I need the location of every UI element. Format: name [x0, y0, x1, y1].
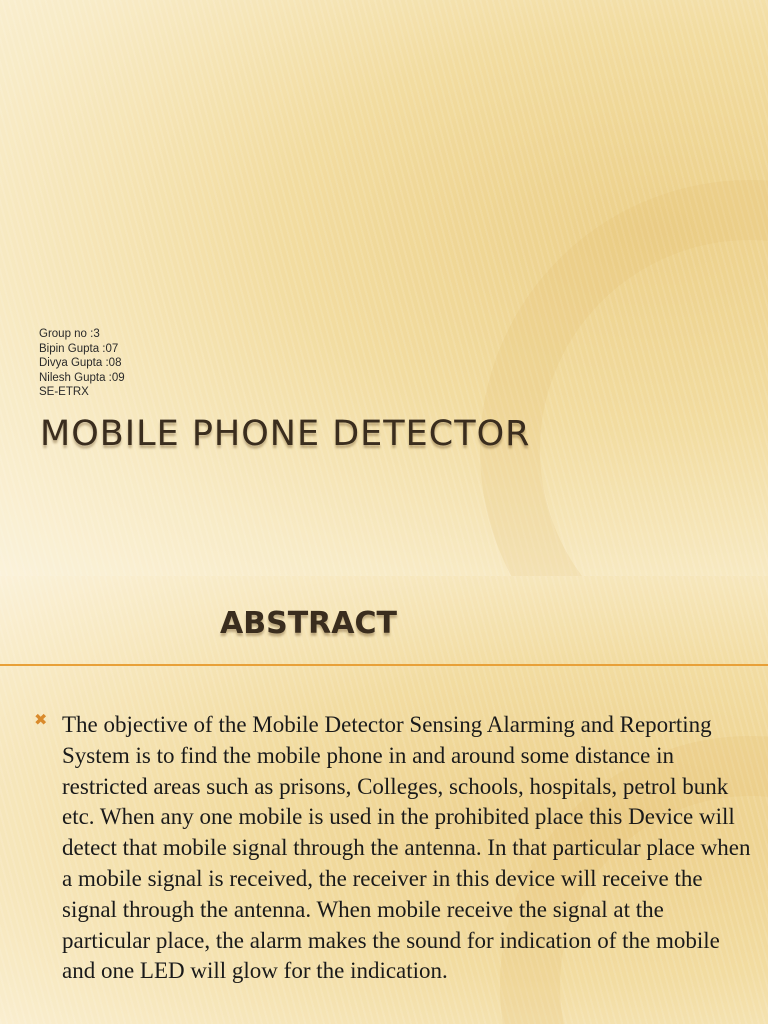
member-bipin: Bipin Gupta :07	[39, 342, 119, 355]
heading-divider	[0, 664, 768, 666]
x-bullet-icon: ✖	[34, 712, 48, 729]
abstract-slide	[0, 576, 768, 1024]
abstract-body: The objective of the Mobile Detector Sensing Alarming and Reporting System is to find the mobile phone in and around some distance in restricted areas such as prisons, Colleges, schools, hospitals, petrol bunk etc. When any one mobile is used in the prohibited place this Device will detect that mobile signal through the antenna. In that particular place when a mobile signal is received, the receiver in this device will receive the signal through the antenna. When mobile receive the signal at the particular place, the alarm makes the sound for indication of the mobile and one LED will glow for the indication.	[62, 712, 751, 984]
group-number: Group no :3	[39, 328, 100, 340]
abstract-heading: ABSTRACT	[220, 606, 397, 641]
member-divya: Divya Gupta :08	[39, 357, 122, 369]
background-swirl	[480, 180, 768, 576]
slide-title: MOBILE PHONE DETECTOR	[40, 414, 531, 454]
member-nilesh: Nilesh Gupta :09	[39, 371, 125, 384]
group-info	[39, 327, 125, 400]
class-label: SE-ETRX	[39, 386, 89, 398]
